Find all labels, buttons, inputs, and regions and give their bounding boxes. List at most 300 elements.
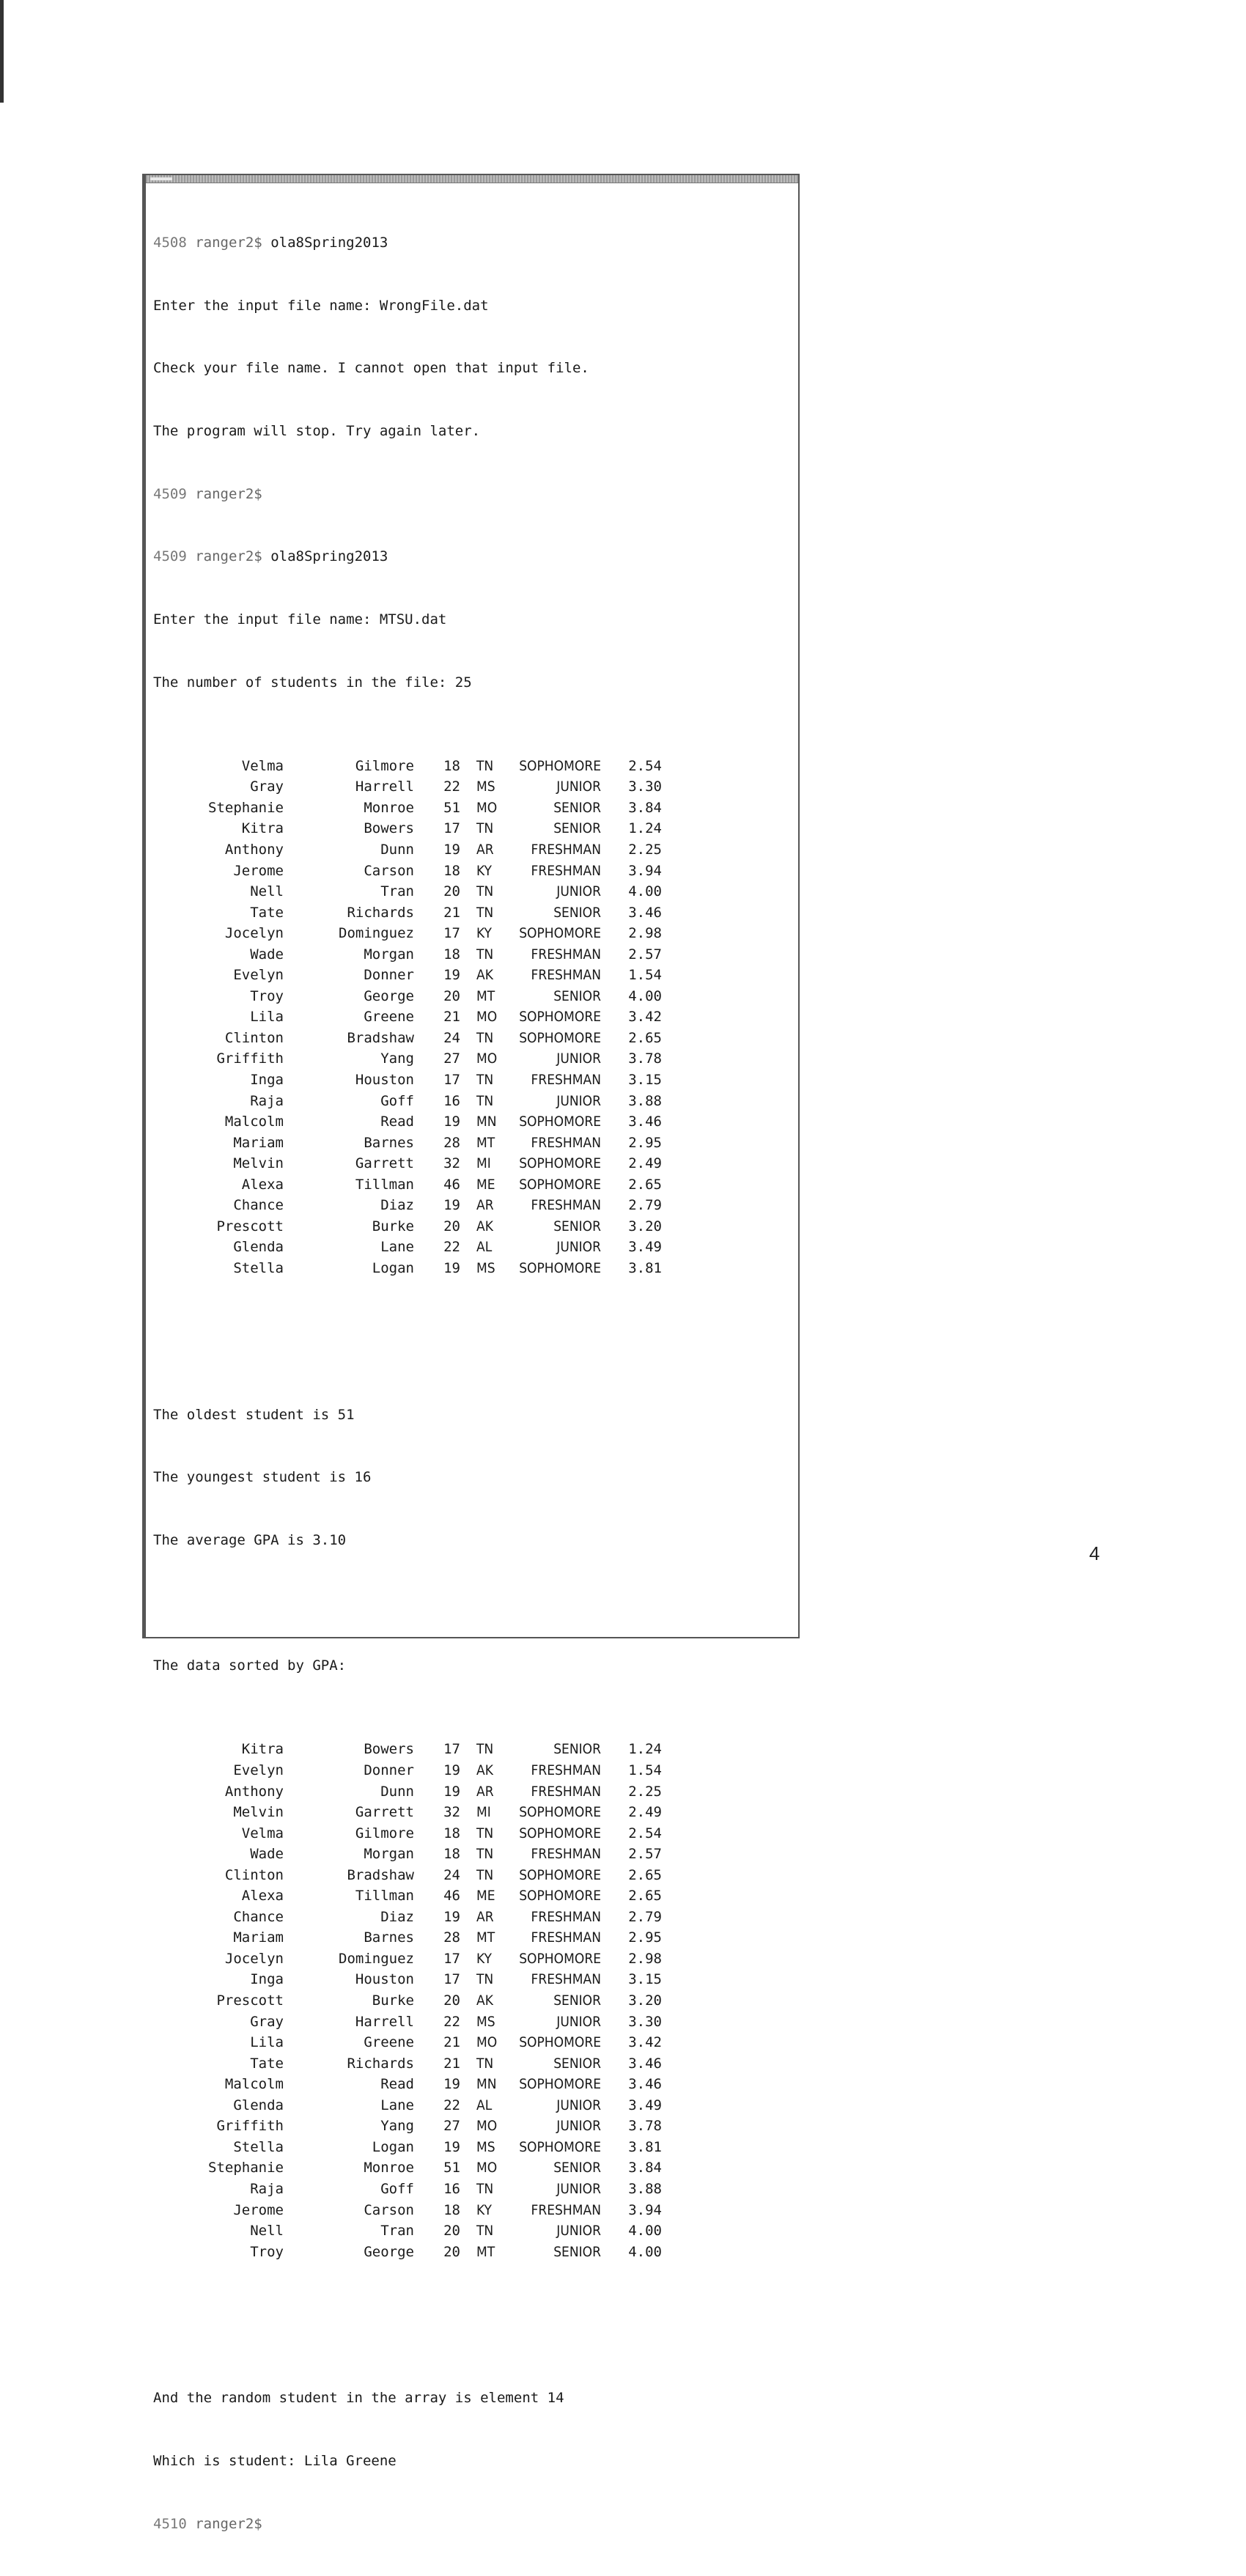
- error-line: The program will stop. Try again later.: [153, 423, 481, 440]
- student-year: FRESHMAN: [531, 1846, 601, 1863]
- student-state: AK: [476, 1218, 493, 1234]
- student-gpa: 4.00: [628, 987, 662, 1004]
- student-age: 28: [443, 1929, 460, 1946]
- student-row: [153, 965, 791, 986]
- student-age: 18: [443, 862, 460, 879]
- student-first: Gray: [250, 2013, 284, 2030]
- student-age: 19: [443, 1259, 460, 1276]
- student-gpa: 3.15: [628, 1971, 662, 1988]
- student-gpa: 3.20: [628, 1992, 662, 2009]
- student-last: Logan: [372, 1259, 414, 1276]
- student-state: MT: [476, 1929, 495, 1946]
- student-year: JUNIOR: [556, 883, 601, 900]
- student-first: Chance: [233, 1197, 284, 1214]
- student-first: Kitra: [241, 1741, 284, 1758]
- student-age: 20: [443, 1992, 460, 2009]
- prompt-host: ranger2$: [195, 2515, 262, 2532]
- student-age: 21: [443, 2034, 460, 2051]
- student-age: 17: [443, 1071, 460, 1088]
- student-gpa: 3.84: [628, 799, 662, 816]
- student-first: Glenda: [233, 1239, 284, 1256]
- student-first: Griffith: [216, 2118, 284, 2135]
- student-last: Harrell: [355, 779, 414, 795]
- student-gpa: 3.20: [628, 1218, 662, 1234]
- student-last: Barnes: [364, 1929, 414, 1946]
- student-last: Richards: [347, 2055, 414, 2072]
- student-last: Monroe: [364, 799, 414, 816]
- student-age: 18: [443, 1846, 460, 1863]
- student-gpa: 3.30: [628, 2013, 662, 2030]
- student-last: Read: [380, 2076, 414, 2093]
- student-gpa: 1.24: [628, 1741, 662, 1758]
- student-year: FRESHMAN: [531, 1971, 601, 1988]
- student-row: [153, 1802, 791, 1823]
- student-state: MO: [476, 2160, 498, 2176]
- student-first: Jerome: [233, 2201, 284, 2218]
- student-year: SENIOR: [553, 2243, 601, 2260]
- student-state: AL: [476, 1239, 493, 1256]
- student-last: Donner: [364, 1762, 414, 1779]
- student-gpa: 3.81: [628, 1259, 662, 1276]
- student-year: FRESHMAN: [531, 1197, 601, 1214]
- student-year: JUNIOR: [556, 2118, 601, 2135]
- student-gpa: 2.49: [628, 1804, 662, 1821]
- prompt-line: [153, 232, 791, 254]
- average-gpa-line: The average GPA is 3.10: [153, 1532, 347, 1548]
- student-year: FRESHMAN: [531, 967, 601, 984]
- student-year: SENIOR: [553, 2055, 601, 2072]
- student-row: [153, 2200, 791, 2221]
- student-row: [153, 902, 791, 924]
- student-gpa: 2.57: [628, 1846, 662, 1863]
- student-age: 16: [443, 1092, 460, 1109]
- student-age: 27: [443, 2118, 460, 2135]
- student-year: SENIOR: [553, 1218, 601, 1234]
- student-row: [153, 1844, 791, 1865]
- student-year: FRESHMAN: [531, 2201, 601, 2218]
- student-state: AR: [476, 1908, 494, 1925]
- student-year: SOPHOMORE: [519, 1029, 601, 1046]
- student-state: MO: [476, 799, 498, 816]
- student-age: 22: [443, 1239, 460, 1256]
- student-last: Morgan: [364, 946, 414, 963]
- student-state: AK: [476, 1762, 493, 1779]
- student-row: [153, 1195, 791, 1216]
- student-gpa: 2.25: [628, 841, 662, 858]
- student-state: MN: [476, 1114, 497, 1130]
- student-year: SOPHOMORE: [519, 1804, 601, 1821]
- prompt-host: ranger2$: [195, 548, 262, 565]
- student-first: Raja: [250, 2180, 284, 2197]
- student-first: Gray: [250, 779, 284, 795]
- student-last: Dunn: [380, 1783, 414, 1800]
- student-row: [153, 2012, 791, 2033]
- student-age: 19: [443, 1783, 460, 1800]
- youngest-line: The youngest student is 16: [153, 1469, 372, 1486]
- student-age: 18: [443, 946, 460, 963]
- student-state: AR: [476, 1783, 494, 1800]
- terminal-window[interactable]: [142, 174, 800, 2532]
- prompt-host: ranger2$: [195, 235, 262, 251]
- student-row: [153, 2157, 791, 2179]
- student-row: [153, 2053, 791, 2075]
- student-state: TN: [476, 757, 494, 774]
- student-row: [153, 2179, 791, 2200]
- student-row: [153, 756, 791, 777]
- student-first: Chance: [233, 1908, 284, 1925]
- student-last: George: [364, 987, 414, 1004]
- student-first: Stephanie: [208, 799, 284, 816]
- student-state: TN: [476, 2055, 494, 2072]
- student-state: TN: [476, 904, 494, 921]
- student-age: 17: [443, 820, 460, 837]
- student-last: Richards: [347, 904, 414, 921]
- student-last: Greene: [364, 1009, 414, 1026]
- student-first: Stephanie: [208, 2160, 284, 2176]
- student-state: MT: [476, 987, 495, 1004]
- student-row: [153, 944, 791, 965]
- student-first: Stella: [233, 2138, 284, 2155]
- student-state: TN: [476, 1825, 494, 1841]
- students-table: [153, 756, 791, 1279]
- student-first: Mariam: [233, 1929, 284, 1946]
- student-state: MO: [476, 1009, 498, 1026]
- student-gpa: 2.54: [628, 1825, 662, 1841]
- student-row: [153, 2220, 791, 2242]
- student-state: KY: [476, 862, 492, 879]
- student-gpa: 2.25: [628, 1783, 662, 1800]
- student-year: SOPHOMORE: [519, 1866, 601, 1883]
- prompt-line: [153, 484, 791, 505]
- student-state: MS: [476, 2138, 495, 2155]
- blank-line: [153, 1593, 791, 1614]
- student-age: 22: [443, 2013, 460, 2030]
- student-state: KY: [476, 925, 492, 942]
- student-age: 17: [443, 1741, 460, 1758]
- student-gpa: 3.46: [628, 2055, 662, 2072]
- student-count-line: The number of students in the file: 25: [153, 674, 472, 691]
- student-state: ME: [476, 1888, 495, 1905]
- student-row: [153, 1823, 791, 1844]
- student-last: Tran: [380, 883, 414, 900]
- student-state: AR: [476, 841, 494, 858]
- student-state: AK: [476, 967, 493, 984]
- student-last: Bowers: [364, 1741, 414, 1758]
- student-row: [153, 2074, 791, 2095]
- student-age: 19: [443, 1197, 460, 1214]
- student-row: [153, 986, 791, 1007]
- student-first: Griffith: [216, 1050, 284, 1067]
- page-number: 4: [1089, 1542, 1100, 1564]
- student-gpa: 3.94: [628, 862, 662, 879]
- student-year: JUNIOR: [556, 2180, 601, 2197]
- prompt-number: 4508: [153, 235, 187, 251]
- student-first: Stella: [233, 1259, 284, 1276]
- student-age: 19: [443, 841, 460, 858]
- student-gpa: 3.81: [628, 2138, 662, 2155]
- student-age: 21: [443, 2055, 460, 2072]
- student-last: Dominguez: [339, 925, 414, 942]
- student-last: Bowers: [364, 820, 414, 837]
- student-gpa: 4.00: [628, 2223, 662, 2240]
- student-last: Houston: [355, 1971, 414, 1988]
- student-state: ME: [476, 1176, 495, 1193]
- student-first: Mariam: [233, 1134, 284, 1151]
- student-age: 19: [443, 2076, 460, 2093]
- student-year: FRESHMAN: [531, 862, 601, 879]
- student-first: Melvin: [233, 1155, 284, 1172]
- student-last: Diaz: [380, 1197, 414, 1214]
- student-gpa: 2.65: [628, 1866, 662, 1883]
- student-last: Yang: [380, 1050, 414, 1067]
- student-gpa: 2.98: [628, 1950, 662, 1967]
- student-first: Raja: [250, 1092, 284, 1109]
- student-year: SOPHOMORE: [519, 1009, 601, 1026]
- student-age: 18: [443, 1825, 460, 1841]
- student-first: Alexa: [241, 1176, 284, 1193]
- student-first: Velma: [241, 1825, 284, 1841]
- student-first: Malcolm: [224, 1114, 284, 1130]
- student-first: Jocelyn: [224, 1950, 284, 1967]
- student-gpa: 1.54: [628, 1762, 662, 1779]
- student-year: SENIOR: [553, 820, 601, 837]
- student-row: [153, 1969, 791, 1990]
- student-state: MS: [476, 1259, 495, 1276]
- student-gpa: 3.78: [628, 1050, 662, 1067]
- student-row: [153, 1174, 791, 1196]
- student-first: Prescott: [216, 1218, 284, 1234]
- student-state: TN: [476, 1029, 494, 1046]
- terminal-titlebar[interactable]: [146, 175, 798, 183]
- student-row: [153, 923, 791, 944]
- student-gpa: 2.98: [628, 925, 662, 942]
- student-state: MO: [476, 1050, 498, 1067]
- student-state: TN: [476, 1866, 494, 1883]
- student-last: Carson: [364, 2201, 414, 2218]
- student-first: Evelyn: [233, 967, 284, 984]
- scan-edge-mark: [0, 0, 4, 103]
- student-state: MN: [476, 2076, 497, 2093]
- student-first: Tate: [250, 904, 284, 921]
- student-age: 19: [443, 2138, 460, 2155]
- student-gpa: 3.49: [628, 2097, 662, 2113]
- student-year: FRESHMAN: [531, 1071, 601, 1088]
- student-year: FRESHMAN: [531, 1783, 601, 1800]
- student-last: Logan: [372, 2138, 414, 2155]
- student-gpa: 2.57: [628, 946, 662, 963]
- student-age: 20: [443, 1218, 460, 1234]
- student-last: Barnes: [364, 1134, 414, 1151]
- student-row: [153, 1048, 791, 1070]
- student-gpa: 3.88: [628, 2180, 662, 2197]
- student-last: Dunn: [380, 841, 414, 858]
- student-last: Donner: [364, 967, 414, 984]
- student-age: 20: [443, 987, 460, 1004]
- student-first: Troy: [250, 2243, 284, 2260]
- student-year: JUNIOR: [556, 2223, 601, 2240]
- student-state: TN: [476, 2223, 494, 2240]
- error-line: Check your file name. I cannot open that input file.: [153, 360, 589, 377]
- student-year: SOPHOMORE: [519, 1114, 601, 1130]
- student-last: Houston: [355, 1071, 414, 1088]
- student-year: SENIOR: [553, 987, 601, 1004]
- student-gpa: 2.49: [628, 1155, 662, 1172]
- student-year: FRESHMAN: [531, 841, 601, 858]
- student-state: TN: [476, 1846, 494, 1863]
- student-age: 20: [443, 2223, 460, 2240]
- student-state: MI: [476, 1155, 491, 1172]
- student-age: 51: [443, 2160, 460, 2176]
- student-row: [153, 1133, 791, 1154]
- student-age: 32: [443, 1804, 460, 1821]
- student-last: Tillman: [355, 1888, 414, 1905]
- student-year: SOPHOMORE: [519, 2076, 601, 2093]
- student-gpa: 1.54: [628, 967, 662, 984]
- student-state: KY: [476, 2201, 492, 2218]
- student-year: SOPHOMORE: [519, 925, 601, 942]
- student-gpa: 2.65: [628, 1888, 662, 1905]
- student-first: Wade: [250, 1846, 284, 1863]
- student-gpa: 2.79: [628, 1908, 662, 1925]
- student-age: 28: [443, 1134, 460, 1151]
- student-row: [153, 2242, 791, 2263]
- student-first: Inga: [250, 1071, 284, 1088]
- student-state: MI: [476, 1804, 491, 1821]
- student-first: Prescott: [216, 1992, 284, 2009]
- student-age: 19: [443, 1762, 460, 1779]
- student-gpa: 3.84: [628, 2160, 662, 2176]
- student-first: Clinton: [224, 1029, 284, 1046]
- student-year: SOPHOMORE: [519, 2034, 601, 2051]
- student-last: Tillman: [355, 1176, 414, 1193]
- student-row: [153, 2116, 791, 2137]
- prompt-line: [153, 2514, 791, 2535]
- random-element-line: And the random student in the array is element 14: [153, 2390, 564, 2407]
- blank-line: [153, 1342, 791, 1363]
- prompt-number: 4510: [153, 2515, 187, 2532]
- student-row: [153, 776, 791, 798]
- student-gpa: 2.65: [628, 1176, 662, 1193]
- student-row: [153, 1237, 791, 1258]
- student-gpa: 2.95: [628, 1134, 662, 1151]
- student-year: JUNIOR: [556, 1050, 601, 1067]
- student-year: SENIOR: [553, 1741, 601, 1758]
- student-age: 17: [443, 1971, 460, 1988]
- student-last: Carson: [364, 862, 414, 879]
- student-row: [153, 1111, 791, 1133]
- student-year: JUNIOR: [556, 1092, 601, 1109]
- student-row: [153, 1070, 791, 1091]
- student-age: 17: [443, 1950, 460, 1967]
- student-year: SENIOR: [553, 2160, 601, 2176]
- student-gpa: 4.00: [628, 2243, 662, 2260]
- student-age: 19: [443, 1908, 460, 1925]
- titlebar-grip: [150, 177, 172, 180]
- student-row: [153, 1927, 791, 1948]
- student-year: SOPHOMORE: [519, 1950, 601, 1967]
- student-state: TN: [476, 1092, 494, 1109]
- student-row: [153, 1885, 791, 1907]
- student-row: [153, 2032, 791, 2053]
- student-last: Bradshaw: [347, 1866, 414, 1883]
- student-last: Tran: [380, 2223, 414, 2240]
- student-last: Lane: [380, 2097, 414, 2113]
- student-first: Lila: [250, 2034, 284, 2051]
- student-age: 18: [443, 2201, 460, 2218]
- student-last: George: [364, 2243, 414, 2260]
- student-age: 20: [443, 883, 460, 900]
- student-gpa: 3.15: [628, 1071, 662, 1088]
- student-state: MS: [476, 779, 495, 795]
- student-age: 32: [443, 1155, 460, 1172]
- student-row: [153, 1216, 791, 1237]
- input-prompt-line: Enter the input file name: WrongFile.dat: [153, 297, 489, 314]
- student-state: TN: [476, 1741, 494, 1758]
- random-student-line: Which is student: Lila Greene: [153, 2453, 397, 2470]
- student-gpa: 1.24: [628, 820, 662, 837]
- student-row: [153, 818, 791, 839]
- student-last: Morgan: [364, 1846, 414, 1863]
- student-last: Goff: [380, 2180, 414, 2197]
- student-row: [153, 2137, 791, 2158]
- student-state: TN: [476, 2180, 494, 2197]
- student-first: Tate: [250, 2055, 284, 2072]
- student-first: Clinton: [224, 1866, 284, 1883]
- student-row: [153, 1907, 791, 1928]
- student-last: Monroe: [364, 2160, 414, 2176]
- student-gpa: 2.65: [628, 1029, 662, 1046]
- student-gpa: 3.88: [628, 1092, 662, 1109]
- command-text: ola8Spring2013: [270, 235, 388, 251]
- student-age: 20: [443, 2243, 460, 2260]
- student-age: 19: [443, 967, 460, 984]
- student-state: KY: [476, 1950, 492, 1967]
- student-last: Read: [380, 1114, 414, 1130]
- student-row: [153, 1007, 791, 1028]
- student-year: FRESHMAN: [531, 946, 601, 963]
- student-first: Wade: [250, 946, 284, 963]
- student-row: [153, 881, 791, 902]
- student-age: 21: [443, 904, 460, 921]
- student-last: Greene: [364, 2034, 414, 2051]
- input-prompt-line: Enter the input file name: MTSU.dat: [153, 611, 447, 628]
- student-year: FRESHMAN: [531, 1762, 601, 1779]
- student-first: Anthony: [224, 1783, 284, 1800]
- student-gpa: 3.46: [628, 904, 662, 921]
- student-row: [153, 839, 791, 861]
- student-row: [153, 1258, 791, 1279]
- student-year: SENIOR: [553, 799, 601, 816]
- student-state: TN: [476, 820, 494, 837]
- student-age: 19: [443, 1114, 460, 1130]
- student-first: Alexa: [241, 1888, 284, 1905]
- student-state: AL: [476, 2097, 493, 2113]
- student-year: JUNIOR: [556, 779, 601, 795]
- prompt-number: 4509: [153, 485, 187, 502]
- student-year: FRESHMAN: [531, 1929, 601, 1946]
- student-gpa: 3.42: [628, 2034, 662, 2051]
- student-age: 24: [443, 1029, 460, 1046]
- student-last: Bradshaw: [347, 1029, 414, 1046]
- student-year: FRESHMAN: [531, 1908, 601, 1925]
- student-year: JUNIOR: [556, 2097, 601, 2113]
- student-row: [153, 1990, 791, 2012]
- student-first: Malcolm: [224, 2076, 284, 2093]
- student-state: MO: [476, 2118, 498, 2135]
- terminal-output[interactable]: [153, 191, 791, 2576]
- student-last: Diaz: [380, 1908, 414, 1925]
- student-gpa: 3.46: [628, 2076, 662, 2093]
